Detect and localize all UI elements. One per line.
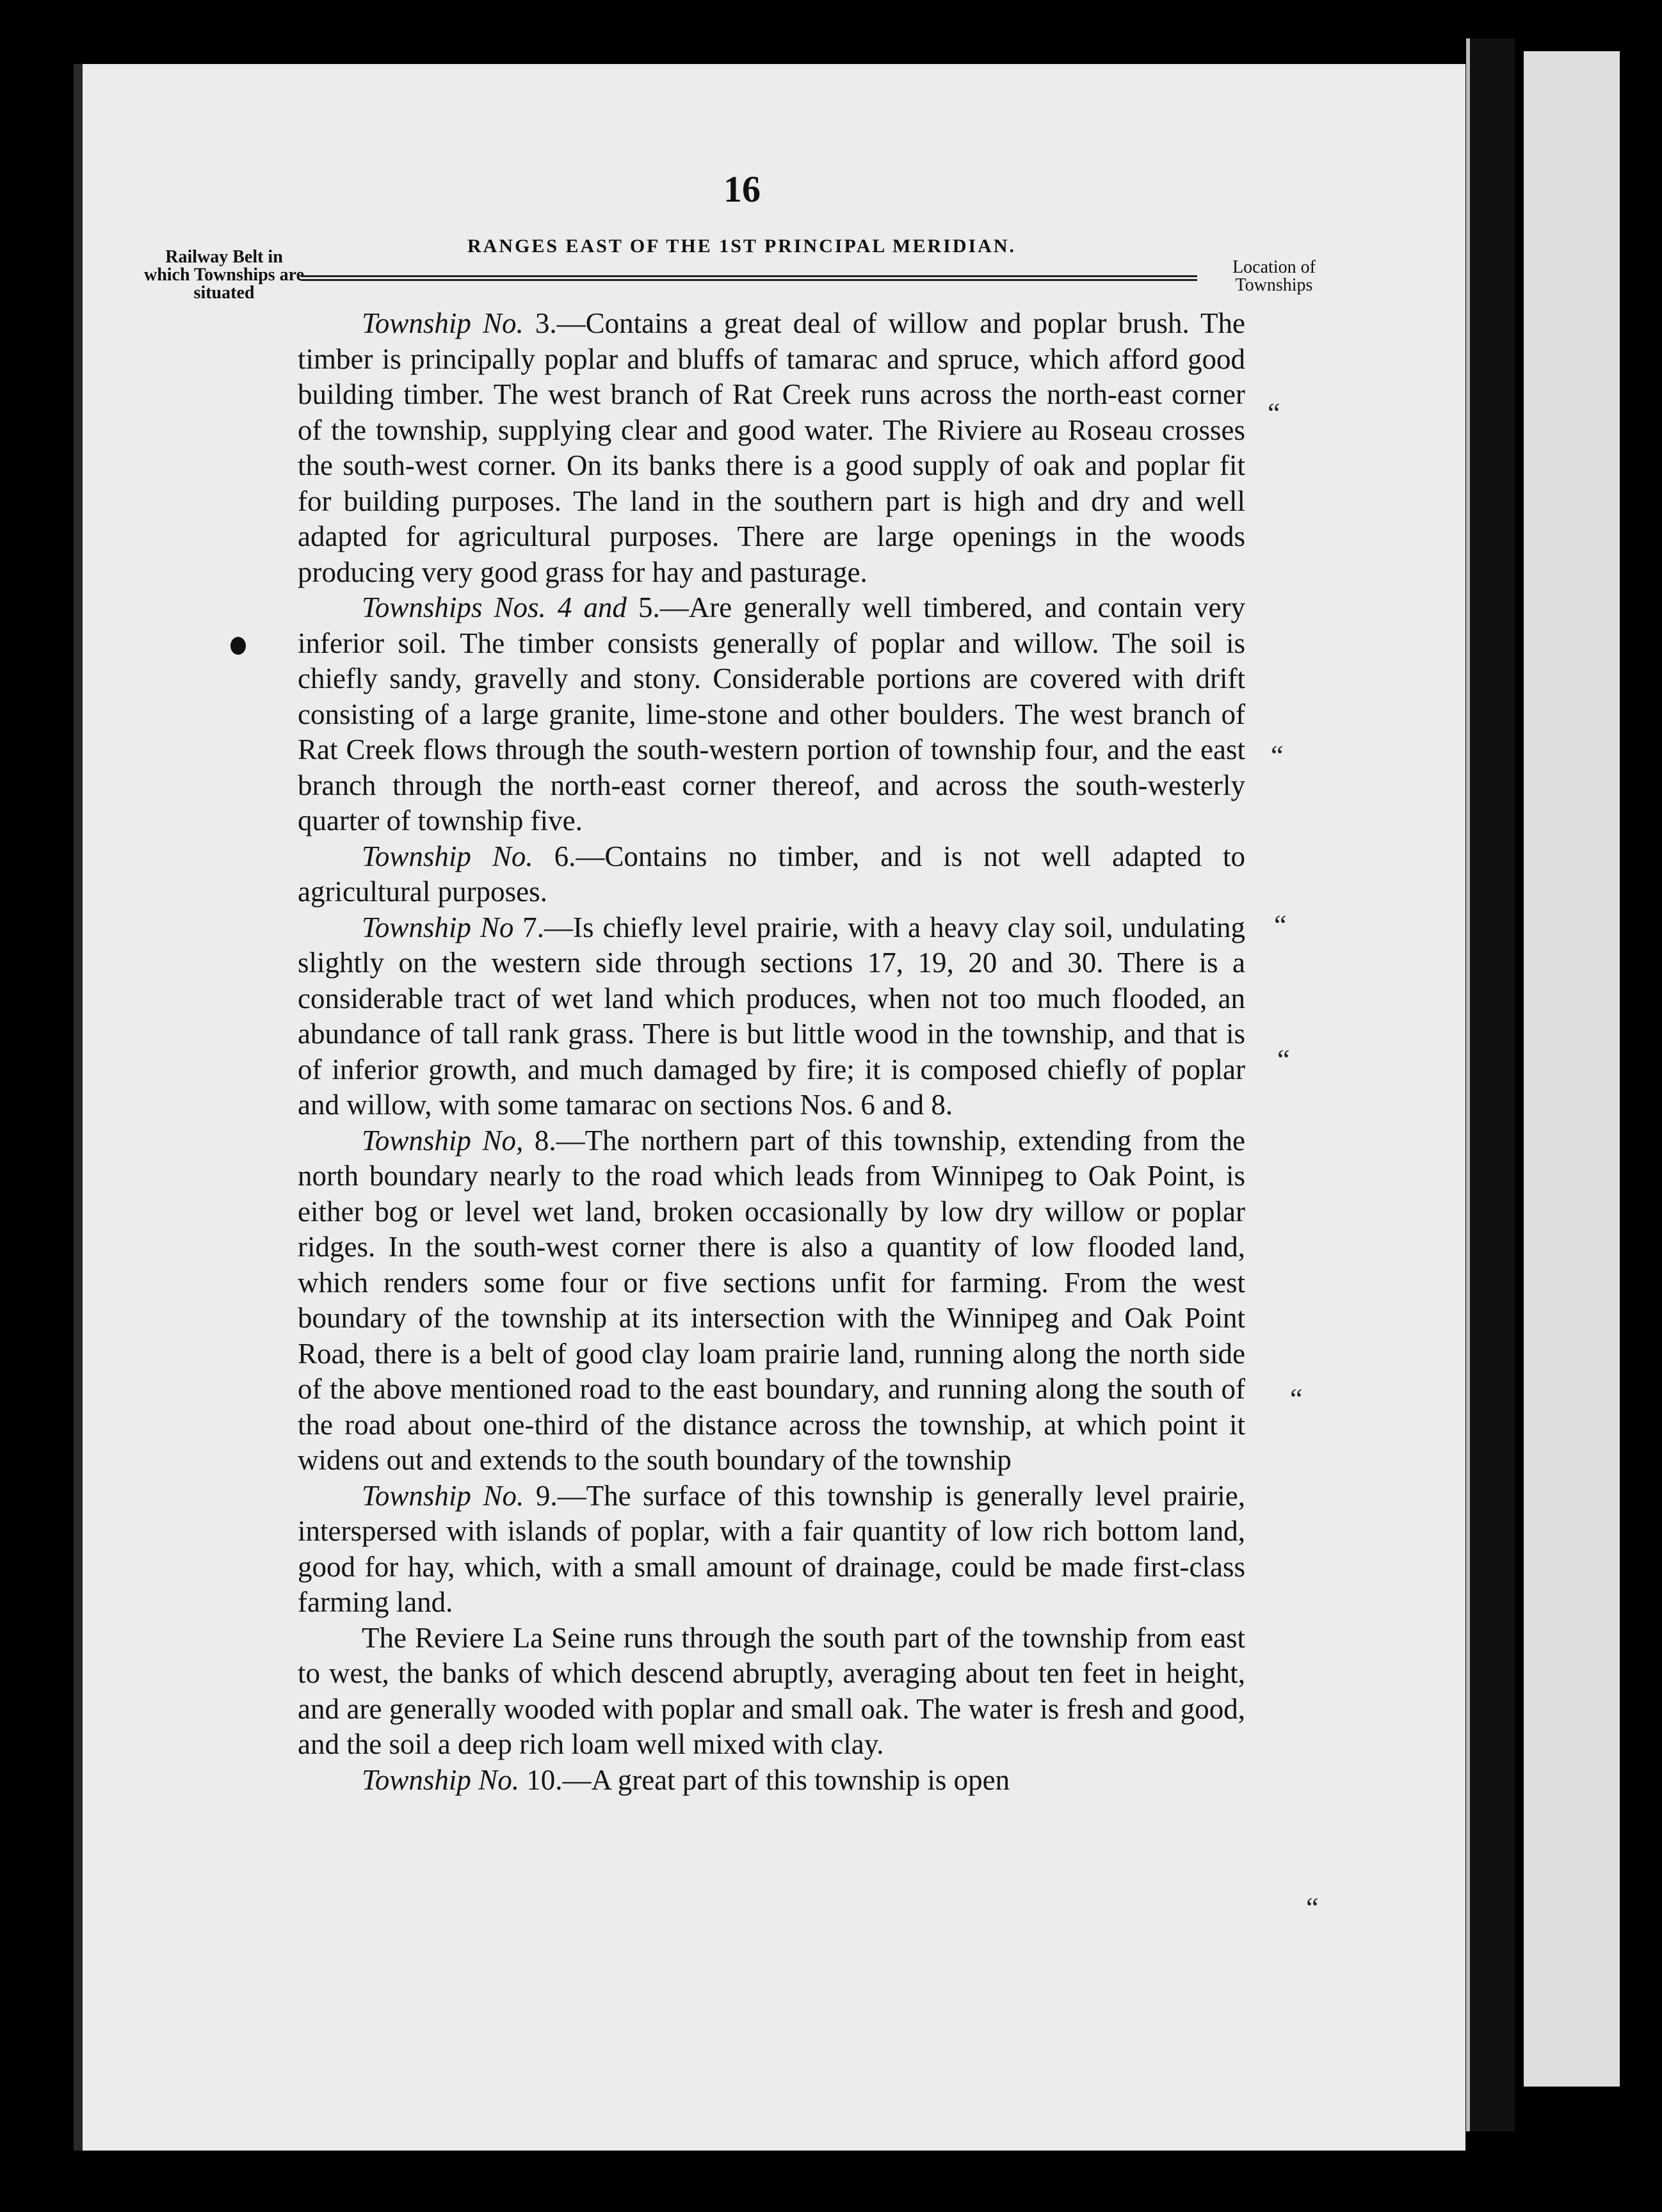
header-rule <box>301 275 1197 281</box>
ditto-mark: “ <box>1274 910 1287 941</box>
ditto-mark: “ <box>1277 1044 1290 1075</box>
paragraph-text: —The surface of this township is generally level prairie, interspersed with islands of poplar, with a fair quantity of low rich bottom land, good for hay, which, with a small amount of drainage, could be made first-class farming land. <box>298 1479 1245 1618</box>
township-heading: Township No. <box>362 1763 519 1796</box>
township-number: 9. <box>535 1479 558 1512</box>
page-number: 16 <box>723 168 761 210</box>
ink-blot <box>230 637 246 655</box>
township-number: 8. <box>534 1124 556 1157</box>
running-header: RANGES EAST OF THE 1ST PRINCIPAL MERIDIAN. <box>467 236 1016 257</box>
paragraph-text: The Reviere La Seine runs through the south part of the township from east to west, the banks of which descend abruptly, averaging about ten feet in height, and are generally wooded with poplar and small oak. The water is fresh and good, and the soil a deep rich loam well mixed with clay. <box>298 1621 1245 1760</box>
paragraph-township-6 <box>298 839 1245 910</box>
township-heading: Township No. <box>362 307 524 339</box>
paragraph-township-10 <box>298 1763 1245 1799</box>
margin-note-left: Railway Belt in which Townships are situated <box>143 247 305 303</box>
paragraph-text: —Is chiefly level prairie, with a heavy clay soil, undulating slightly on the western side through sections 17, 19, 20 and 30. There is a considerable tract of wet land which produces, when not too much flooded, an abundance of tall rank grass. There is but little wood in the township, and that is of inferior growth, and much damaged by fire; it is composed chiefly of poplar and willow, with some tamarac on sections Nos. 6 and 8. <box>298 911 1245 1121</box>
township-heading: Township No. <box>362 1479 524 1512</box>
paragraph-text: —Contains no timber, and is not well adapted to agricultural purposes. <box>298 840 1246 908</box>
page-binding-edge <box>1466 38 1515 2131</box>
ditto-mark: “ <box>1306 1892 1319 1923</box>
paragraph-township-9 <box>298 1479 1245 1621</box>
paragraph-text: —The northern part of this township, extending from the north boundary nearly to the road which leads from Winnipeg to Oak Point, is either bog or level wet land, broken occasionally by low dry willow or poplar ridges. In the south-west corner there is also a quantity of low flooded land, which renders some four or five sections unfit for farming. From the west boundary of the township at its intersection with the Winnipeg and Oak Point Road, there is a belt of good clay loam prairie land, running along the north side of the above mentioned road to the east boundary, and running along the south of the road about one-third of the distance across the township, at which point it widens out and extends to the south boundary of the township <box>298 1124 1245 1476</box>
paragraph-township-3 <box>298 306 1245 590</box>
township-heading: Township No, <box>362 1124 524 1157</box>
facing-page-strip <box>1524 51 1620 2087</box>
ditto-mark: “ <box>1268 397 1280 429</box>
body-text <box>298 306 1245 1798</box>
township-heading: Township No <box>362 911 514 943</box>
township-number: 3. <box>535 307 557 339</box>
paragraph-text: —Are generally well timbered, and contain very inferior soil. The timber consists generally of poplar and willow. The soil is chiefly sandy, gravelly and stony. Considerable portions are covered with drift consisting of a large granite, lime-stone and other boulders. The west branch of Rat Creek flows through the south-western portion of township four, and the east branch through the north-east corner thereof, and across the south-westerly quarter of township five. <box>298 591 1245 837</box>
township-number: 5. <box>638 591 660 623</box>
paragraph-township-4-5 <box>298 590 1245 839</box>
paragraph-township-7 <box>298 910 1245 1123</box>
township-heading: Townships Nos. 4 and <box>362 591 627 623</box>
paragraph-text: —Contains a great deal of willow and poplar brush. The timber is principally poplar and bluffs of tamarac and spruce, which afford good building timber. The west branch of Rat Creek runs across the north-east corner of the township, supplying clear and good water. The Riviere au Roseau crosses the south-west corner. On its banks there is a good supply of oak and poplar fit for building purposes. The land in the southern part is high and dry and well adapted for agricultural purposes. There are large openings in the woods producing very good grass for hay and pasturage. <box>298 307 1245 588</box>
township-number: 6. <box>554 840 576 872</box>
ditto-mark: “ <box>1290 1383 1303 1415</box>
paragraph-la-seine <box>298 1621 1245 1763</box>
township-number: 7. <box>522 911 545 943</box>
paragraph-text: —A great part of this township is open <box>562 1763 1010 1796</box>
margin-note-right: Location of Townships <box>1232 257 1316 295</box>
township-number: 10. <box>526 1763 563 1796</box>
paragraph-township-8 <box>298 1123 1245 1479</box>
ditto-mark: “ <box>1271 740 1284 771</box>
township-heading: Township No. <box>362 840 533 872</box>
